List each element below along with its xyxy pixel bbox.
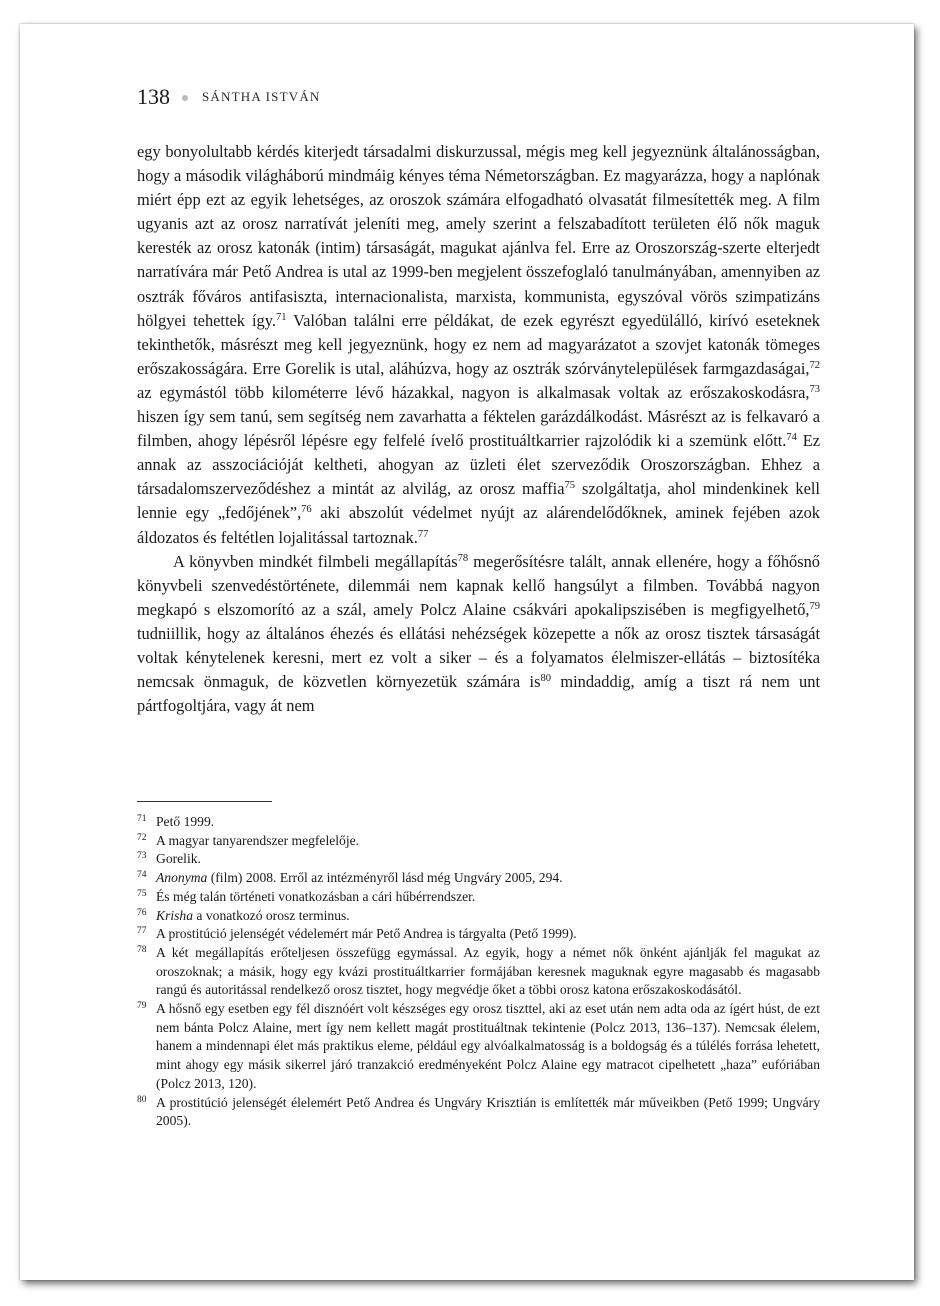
footnote-ref[interactable]: 77 <box>417 528 429 540</box>
bullet-separator-icon <box>182 95 188 101</box>
footnote-number: 78 <box>137 944 147 955</box>
text-run: az egymástól több kilométerre lévő házakkal, nagyon is alkalmasak voltak az erőszakoskodásra, <box>137 382 810 402</box>
footnote-text: a vonatkozó orosz terminus. <box>193 907 350 923</box>
footnote-number: 79 <box>137 1001 147 1012</box>
footnote-ref[interactable]: 73 <box>809 384 820 396</box>
footnote-number: 72 <box>137 832 147 843</box>
footnote-text: Gorelik. <box>156 851 201 867</box>
footnote-ref[interactable]: 79 <box>809 601 820 613</box>
footnote-item <box>137 1094 820 1131</box>
footnote-text: A prostitúció jelenségét védelemért már Pető Andrea is tárgyalta (Pető 1999). <box>156 926 577 942</box>
footnote-divider <box>137 801 272 802</box>
text-run: szolgáltatja, ahol mindenkinek kell lennie egy „fedőjének”, <box>137 479 820 523</box>
text-run: megerősítésre talált, annak ellenére, hogy a főhősnő könyvbeli szenvedéstörténete, dilemmái nem kapnak kellő hangsúlyt a filmben. Továbbá nagyon megkapó s elszomorító az a szál, amely Polcz Alaine csákvári apokalipszisében is megfigyelhető, <box>137 551 820 619</box>
text-run: A könyvben mindkét filmbeli megállapítás <box>173 551 458 571</box>
footnote-text: A hősnő egy esetben egy fél disznóért volt készséges egy orosz tiszttel, aki az eset után nem adta oda az ígért húst, de ezt nem bánta Polcz Alaine, mert így nem kellett magát prostituáltnak tekintenie (Polcz 2013, 136–137). Nemcsak élelem, hanem a mindennapi élet más praktikus eleme, például egy alvóalkalmatosság is a boldogság és a túlélés forrása lehetett, mint ahogy egy másik sikerrel járó tranzakció eredményeként Polcz Alaine egy matracot cipelhetett „haza” eufóriában (Polcz 2013, 120). <box>156 1001 820 1091</box>
running-head-author: SÁNTHA ISTVÁN <box>202 89 321 104</box>
footnote-number: 76 <box>137 907 147 918</box>
footnote-number: 71 <box>137 814 147 824</box>
footnote-text: A két megállapítás erőteljesen összefügg egymással. Az egyik, hogy a német nők önként ajánlják fel magukat az oroszoknak; a másik, hogy egy kvázi prostituáltkarrier formájában keresnek maguknak egyre magasabb és magasabb rangú és autoritással rendelkező orosz tisztet, hogy megvédje őket a többi orosz katona erőszakoskodásától. <box>156 944 820 998</box>
text-run: tudniillik, hogy az általános éhezés és ellátási nehézségek közepette a nők az orosz tisztek társaságát voltak kénytelenek keresni, mert ez volt a siker – és a folyamatos élelmiszer-ellátás – biztosítéka nemcsak önmaguk, de közvetlen környezetük számára is <box>137 623 820 692</box>
text-run: hiszen így sem tanú, sem segítség nem zavarhatta a féktelen garázdálkodást. Másrészt az is felkavaró a filmben, ahogy lépésről lépésre egy felfelé ívelő prostituáltkarrier rajzolódik ki a szemünk előtt. <box>137 407 820 451</box>
footnote-ref[interactable]: 76 <box>301 504 312 516</box>
page-number: 138 <box>137 84 170 109</box>
paragraph <box>137 140 820 550</box>
page-header <box>137 84 321 110</box>
footnote-number: 74 <box>137 870 147 881</box>
text-run: aki abszolút védelmet nyújt az alárendelődőknek, aminek fejében azok áldozatos és feltétlen lojalitással tartoznak. <box>137 503 820 547</box>
footnote-italic-title: Anonyma <box>156 870 208 886</box>
footnote-item <box>137 925 820 944</box>
footnote-number: 75 <box>137 888 147 899</box>
footnote-number: 77 <box>137 926 147 937</box>
main-text <box>137 140 820 718</box>
footnote-italic-term: Krisha <box>156 907 194 923</box>
footnotes <box>137 813 820 1131</box>
footnote-ref[interactable]: 78 <box>457 552 469 564</box>
footnote-item <box>137 944 820 1000</box>
footnote-text: És még talán történeti vonatkozásban a cári hűbérrendszer. <box>156 888 476 904</box>
footnote-number: 73 <box>137 851 147 862</box>
text-run: egy bonyolultabb kérdés kiterjedt társadalmi diskurzussal, mégis meg kell jegyeznünk általánosságban, hogy a második világháború mindmáig kényes téma Németországban. Ez magyarázza, hogy a naplónak miért épp ezt az egyik lehetséges, az oroszok számára elfogadható olvasatát filmesítették meg. A film ugyanis azt az orosz narratívát jeleníti meg, amely szerint a felszabadított területen élő nők maguk keresték az orosz katonák (intim) társaságát, magukat ajánlva fel. Erre az Oroszország-szerte elterjedt narratívára már Pető Andrea is utal az 1999-ben megjelent összefoglaló tanulmányában, amennyiben az osztrák főváros antifasiszta, internacionalista, marxista, kommunista, egyszóval vörös szimpatizáns hölgyei tehettek így. <box>137 142 820 330</box>
footnote-text: A magyar tanyarendszer megfelelője. <box>156 832 360 848</box>
footnote-number: 80 <box>137 1094 147 1105</box>
footnote-item <box>137 869 820 888</box>
footnote-item <box>137 1000 820 1094</box>
book-page <box>20 24 914 1280</box>
text-run: Ez annak az asszociációját keltheti, ahogyan az üzleti élet szerveződik Oroszországban. Ehhez a társadalomszerveződéshez a mintát az alvilág, az orosz maffia <box>137 431 821 499</box>
footnote-text: A prostitúció jelenségét élelemért Pető Andrea és Ungváry Krisztián is említették már műveikben (Pető 1999; Ungváry 2005). <box>156 1094 820 1129</box>
footnote-item <box>137 888 820 907</box>
footnote-ref[interactable]: 80 <box>540 673 551 685</box>
footnote-item <box>137 813 820 832</box>
footnote-item <box>137 907 820 926</box>
footnote-ref[interactable]: 74 <box>786 432 797 444</box>
footnote-item <box>137 832 820 851</box>
footnote-ref[interactable]: 71 <box>275 311 287 323</box>
footnote-item <box>137 850 820 869</box>
footnote-text: Pető 1999. <box>156 814 215 829</box>
text-run: mindaddig, amíg a tiszt rá nem unt pártfogoltjára, vagy át nem <box>137 672 821 716</box>
text-run: Valóban találni erre példákat, de ezek egyrészt egyedülálló, kirívó eseteknek tekinthetők, másrészt meg kell jegyeznünk, hogy ez nem ad magyarázatot a szovjet katonák tömeges erőszakosságára. Erre Gorelik is utal, aláhúzva, hogy az osztrák szórványtelepülések farmgazdaságai, <box>137 310 820 378</box>
footnote-text: (film) 2008. Erről az intézményről lásd még Ungváry 2005, 294. <box>207 870 563 886</box>
footnote-ref[interactable]: 72 <box>809 360 820 372</box>
footnote-ref[interactable]: 75 <box>564 480 576 492</box>
paragraph <box>137 550 820 719</box>
